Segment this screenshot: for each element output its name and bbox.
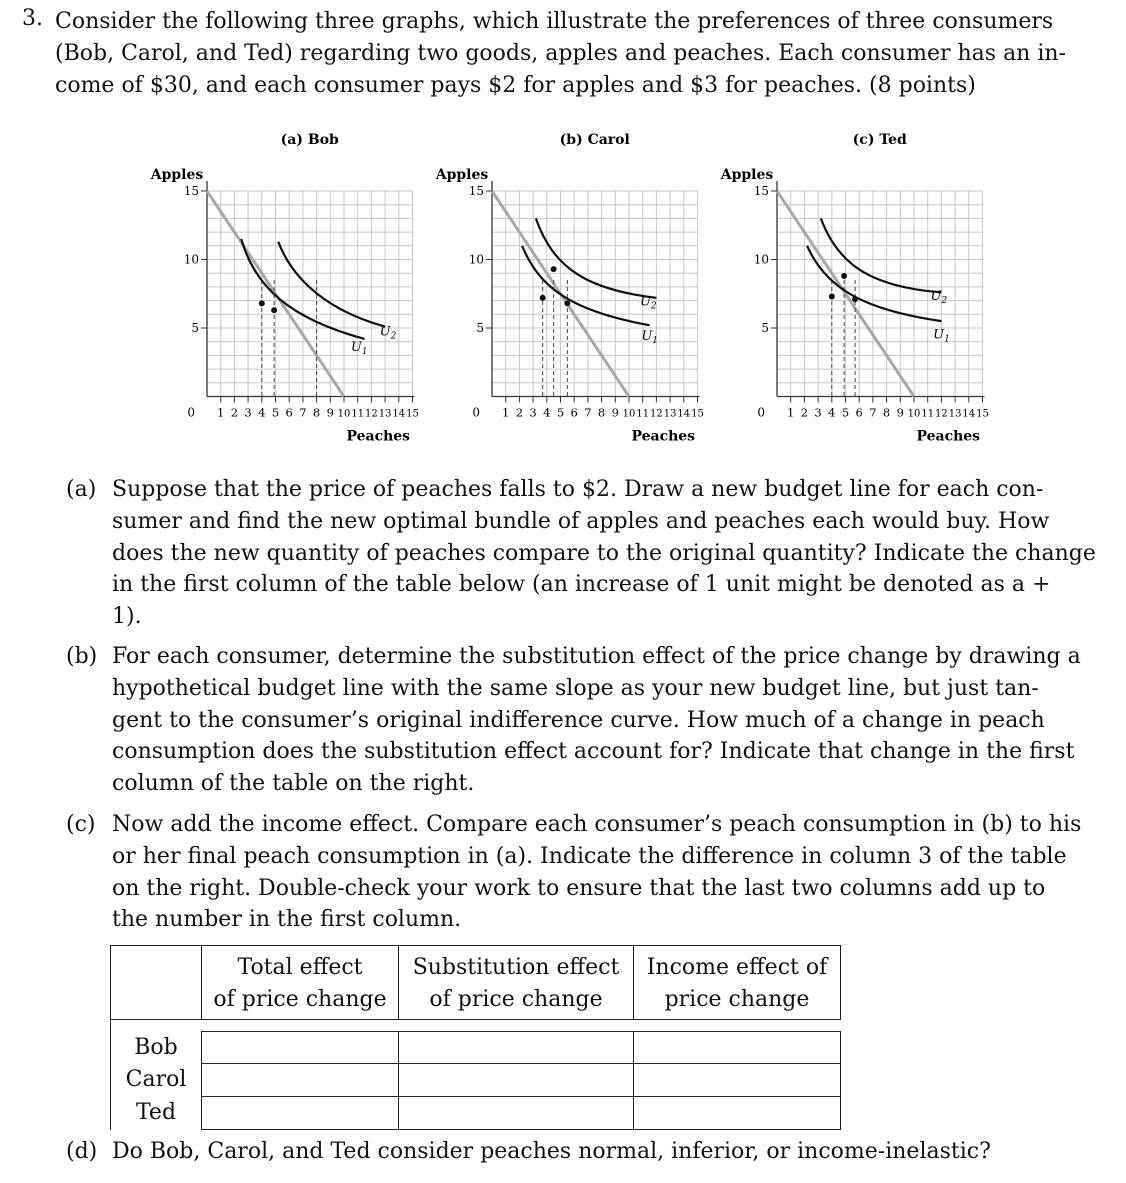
part-c-line: on the right. Double-check your work to ensure that the last two columns add up to bbox=[112, 875, 1046, 901]
x-tick-label: 5 bbox=[841, 405, 850, 420]
x-tick-label: 8 bbox=[312, 405, 321, 420]
x-tick-label: 13 bbox=[948, 408, 962, 420]
x-tick-label: 15 bbox=[691, 408, 704, 420]
y-tick-label: 15 bbox=[183, 184, 199, 198]
part-b bbox=[66, 641, 1116, 801]
x-tick-label: 6 bbox=[855, 405, 863, 420]
spacer-cell bbox=[399, 1020, 634, 1032]
y-axis-label: Apples bbox=[435, 167, 489, 183]
part-c-line: or her final peach consumption in (a). Indicate the difference in column 3 of the table bbox=[112, 843, 1067, 869]
cell-ted-substitution[interactable] bbox=[399, 1097, 634, 1130]
x-tick-label: 5 bbox=[271, 405, 280, 420]
x-tick-label: 15 bbox=[406, 408, 419, 420]
graph-bob bbox=[150, 128, 440, 458]
part-b-line: column of the table on the right. bbox=[112, 771, 475, 797]
part-b-label: (b) bbox=[66, 644, 98, 669]
table-corner-cell bbox=[111, 946, 202, 1020]
optimal-point bbox=[841, 273, 847, 279]
part-a-line: Suppose that the price of peaches falls to $2. Draw a new budget line for each con- bbox=[112, 477, 1044, 502]
part-d-line: Do Bob, Carol, and Ted consider peaches normal, inferior, or income-inelastic? bbox=[112, 1139, 991, 1164]
x-tick-label: 2 bbox=[230, 405, 239, 420]
part-a bbox=[66, 474, 1116, 634]
x-tick-label: 3 bbox=[244, 405, 252, 420]
y-axis-label: Apples bbox=[150, 167, 204, 183]
x-tick-label: 1 bbox=[217, 405, 225, 420]
header-substitution-effect bbox=[399, 946, 634, 1020]
u2-label-main: U bbox=[930, 289, 942, 305]
x-axis-label: Peaches bbox=[346, 428, 411, 445]
x-tick-label: 3 bbox=[814, 405, 822, 420]
y-tick-label: 5 bbox=[476, 321, 484, 335]
row-name-ted: Ted bbox=[111, 1097, 202, 1130]
u1-label-main: U bbox=[350, 339, 362, 355]
u1-label bbox=[933, 327, 950, 344]
x-tick-label: 8 bbox=[597, 405, 606, 420]
header-income-effect bbox=[634, 946, 841, 1020]
header-income-line1: Income effect of bbox=[646, 955, 828, 980]
optimal-point bbox=[829, 293, 835, 299]
cell-ted-income[interactable] bbox=[634, 1097, 841, 1130]
origin-label: 0 bbox=[472, 405, 480, 420]
optimal-point bbox=[271, 307, 277, 313]
x-tick-label: 14 bbox=[962, 408, 976, 420]
x-tick-label: 1 bbox=[787, 405, 795, 420]
table-row-bob bbox=[111, 1032, 841, 1064]
part-b-line: gent to the consumer’s original indifference curve. How much of a change in peach bbox=[112, 707, 1045, 733]
x-tick-label: 13 bbox=[663, 408, 677, 420]
x-tick-label: 12 bbox=[935, 408, 948, 420]
spacer-cell bbox=[202, 1020, 399, 1032]
x-tick-label: 5 bbox=[556, 405, 565, 420]
part-a-line: does the new quantity of peaches compare to the original quantity? Indicate the change bbox=[112, 540, 1096, 566]
cell-carol-substitution[interactable] bbox=[399, 1064, 634, 1097]
y-tick-label: 5 bbox=[191, 321, 199, 335]
graph-title: (b) Carol bbox=[559, 132, 630, 148]
x-tick-label: 7 bbox=[299, 405, 307, 420]
x-tick-label: 2 bbox=[800, 405, 809, 420]
graph-ted-svg bbox=[720, 128, 1010, 458]
part-c-label: (c) bbox=[66, 812, 96, 837]
graph-carol-svg bbox=[435, 128, 725, 458]
y-axis-label: Apples bbox=[720, 167, 774, 183]
x-tick-label: 9 bbox=[611, 405, 619, 420]
x-tick-label: 6 bbox=[285, 405, 293, 420]
x-tick-label: 9 bbox=[326, 405, 334, 420]
optimal-point bbox=[852, 296, 858, 302]
y-tick-label: 15 bbox=[753, 184, 769, 198]
part-c bbox=[66, 809, 1116, 939]
cell-bob-income[interactable] bbox=[634, 1032, 841, 1064]
cell-ted-total[interactable] bbox=[202, 1097, 399, 1130]
u1-label-main: U bbox=[933, 327, 945, 343]
graph-carol bbox=[435, 128, 725, 458]
y-tick-label: 15 bbox=[468, 184, 484, 198]
graph-bob-svg bbox=[150, 128, 440, 458]
u1-label-subscript: 1 bbox=[361, 346, 368, 357]
row-name-bob: Bob bbox=[111, 1032, 202, 1064]
u2-label bbox=[380, 325, 397, 342]
header-income-line2: price change bbox=[664, 987, 810, 1012]
graph-title: (a) Bob bbox=[280, 132, 339, 148]
effects-table bbox=[110, 945, 841, 1130]
table-spacer-row bbox=[111, 1020, 841, 1032]
header-total-effect bbox=[202, 946, 399, 1020]
cell-carol-income[interactable] bbox=[634, 1064, 841, 1097]
x-tick-label: 15 bbox=[976, 408, 989, 420]
x-axis-label: Peaches bbox=[916, 428, 981, 445]
part-c-line: the number in the first column. bbox=[112, 907, 462, 933]
u1-label-subscript: 1 bbox=[944, 334, 950, 345]
indifference-curve-u1 bbox=[522, 246, 649, 325]
x-tick-label: 6 bbox=[570, 405, 578, 420]
x-axis-label: Peaches bbox=[631, 428, 696, 445]
header-substitution-line2: of price change bbox=[429, 987, 603, 1012]
spacer-cell bbox=[634, 1020, 841, 1032]
intro-line: Consider the following three graphs, which illustrate the preferences of three consumers bbox=[55, 9, 1054, 34]
y-tick-label: 10 bbox=[183, 252, 199, 267]
x-tick-label: 3 bbox=[529, 405, 537, 420]
x-tick-label: 11 bbox=[351, 408, 365, 420]
u2-label-main: U bbox=[639, 294, 651, 310]
graph-title: (c) Ted bbox=[852, 132, 907, 148]
y-tick-label: 10 bbox=[468, 252, 484, 267]
u1-label-subscript: 1 bbox=[652, 335, 659, 346]
x-tick-label: 2 bbox=[515, 405, 524, 420]
x-tick-label: 4 bbox=[543, 405, 551, 420]
graph-ted bbox=[720, 128, 1010, 458]
origin-label: 0 bbox=[757, 405, 765, 420]
header-substitution-line1: Substitution effect bbox=[412, 955, 620, 980]
table-row-ted bbox=[111, 1097, 841, 1130]
x-tick-label: 12 bbox=[365, 408, 378, 420]
x-tick-label: 10 bbox=[622, 408, 636, 420]
question-number: 3. bbox=[22, 6, 43, 31]
header-total-line1: Total effect bbox=[237, 955, 363, 980]
optimal-point bbox=[259, 300, 265, 306]
x-tick-label: 7 bbox=[584, 405, 592, 420]
origin-label: 0 bbox=[187, 405, 195, 420]
u2-label bbox=[930, 289, 947, 306]
x-tick-label: 4 bbox=[258, 405, 266, 420]
cell-carol-total[interactable] bbox=[202, 1064, 399, 1097]
optimal-point bbox=[551, 266, 557, 272]
x-tick-label: 10 bbox=[337, 408, 351, 420]
x-tick-label: 14 bbox=[677, 408, 691, 420]
x-tick-label: 11 bbox=[921, 408, 935, 420]
spacer-cell bbox=[111, 1020, 202, 1032]
u2-label-main: U bbox=[379, 324, 391, 340]
optimal-point bbox=[564, 300, 570, 306]
y-tick-label: 10 bbox=[753, 252, 769, 267]
question-intro bbox=[55, 6, 1095, 102]
x-tick-label: 9 bbox=[896, 405, 904, 420]
part-d bbox=[66, 1136, 1116, 1172]
x-tick-label: 12 bbox=[650, 408, 663, 420]
optimal-point bbox=[540, 295, 546, 301]
row-name-carol: Carol bbox=[111, 1064, 202, 1097]
part-c-line: Now add the income effect. Compare each consumer’s peach consumption in (b) to his bbox=[112, 812, 1082, 837]
part-b-line: For each consumer, determine the substitution effect of the price change by drawing a bbox=[112, 644, 1081, 669]
x-tick-label: 14 bbox=[392, 408, 406, 420]
part-b-line: consumption does the substitution effect account for? Indicate that change in the first bbox=[112, 739, 1075, 765]
y-tick-label: 5 bbox=[761, 321, 769, 335]
u2-label-subscript: 2 bbox=[941, 296, 948, 307]
u1-label bbox=[641, 329, 658, 346]
cell-bob-total[interactable] bbox=[202, 1032, 399, 1064]
indifference-curve-u1 bbox=[807, 246, 941, 321]
x-tick-label: 10 bbox=[907, 408, 921, 420]
part-a-label: (a) bbox=[66, 477, 97, 502]
intro-line: (Bob, Carol, and Ted) regarding two goods, apples and peaches. Each consumer has an in- bbox=[55, 41, 1066, 66]
x-tick-label: 1 bbox=[502, 405, 510, 420]
x-tick-label: 13 bbox=[378, 408, 392, 420]
u1-label-main: U bbox=[641, 328, 653, 344]
table-header-row bbox=[111, 946, 841, 1020]
x-tick-label: 8 bbox=[882, 405, 891, 420]
table-row-carol bbox=[111, 1064, 841, 1097]
part-a-line: in the first column of the table below (an increase of 1 unit might be denoted as a + bbox=[112, 572, 1051, 598]
part-b-line: hypothetical budget line with the same slope as your new budget line, but just tan- bbox=[112, 675, 1039, 701]
x-tick-label: 7 bbox=[869, 405, 877, 420]
part-a-line: sumer and find the new optimal bundle of apples and peaches each would buy. How bbox=[112, 508, 1050, 534]
u1-label bbox=[351, 340, 368, 357]
intro-line: come of $30, and each consumer pays $2 for apples and $3 for peaches. (8 points) bbox=[55, 73, 976, 98]
cell-bob-substitution[interactable] bbox=[399, 1032, 634, 1064]
x-tick-label: 11 bbox=[636, 408, 650, 420]
u2-label-subscript: 2 bbox=[390, 331, 397, 342]
part-d-label: (d) bbox=[66, 1139, 98, 1164]
header-total-line2: of price change bbox=[213, 987, 387, 1012]
x-tick-label: 4 bbox=[828, 405, 836, 420]
part-a-line: 1). bbox=[112, 604, 142, 630]
u2-label-subscript: 2 bbox=[650, 301, 657, 312]
